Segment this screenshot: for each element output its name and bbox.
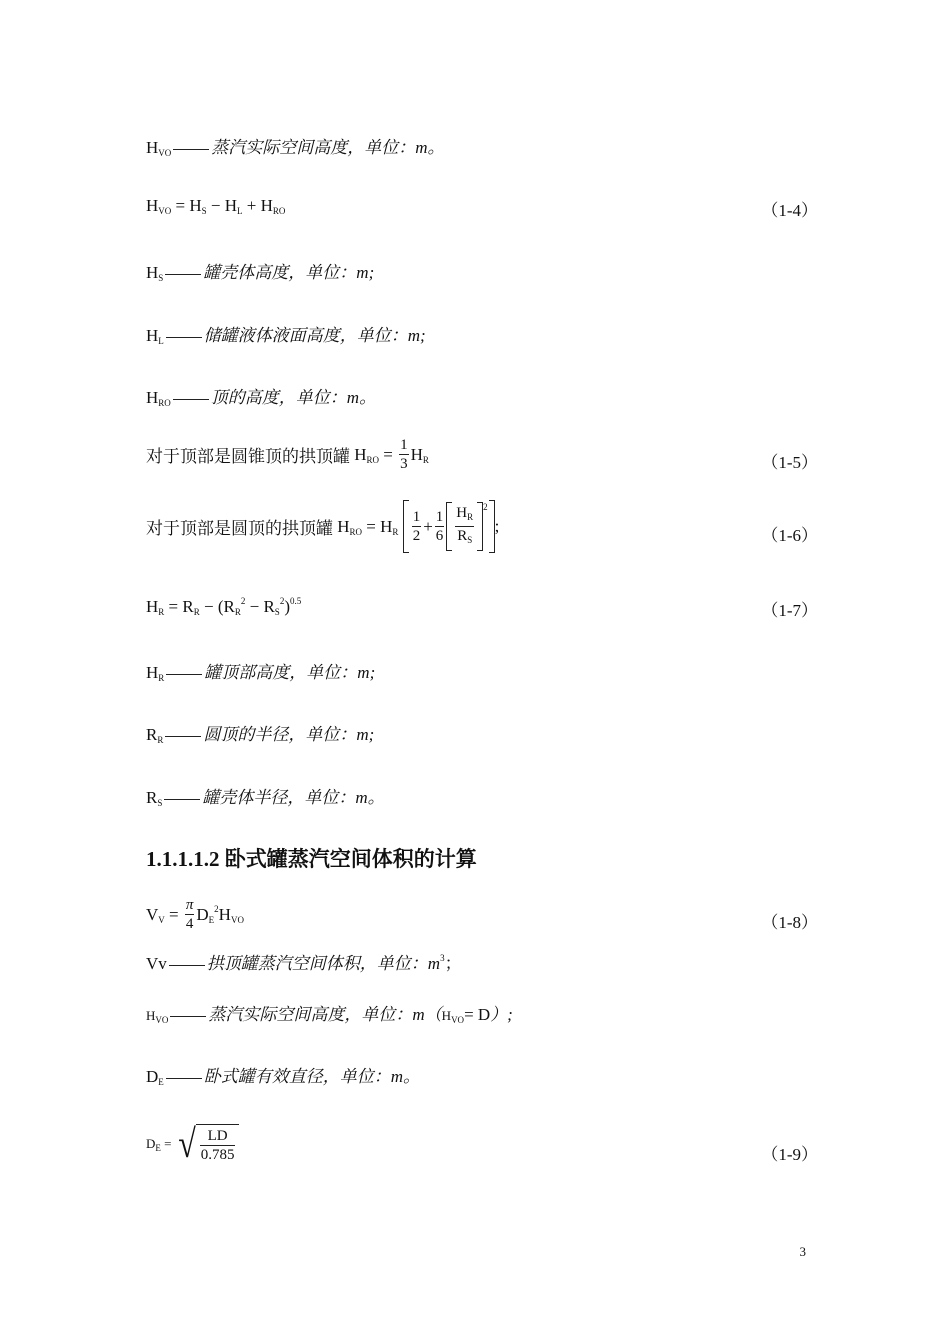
symbol-letter: R [146, 788, 158, 807]
symbol [146, 138, 171, 157]
symbol-letter: R [146, 725, 158, 744]
equation-1-8: $V_V$ = $\frac{\pi}{4}$ $D_E^2H_{VO}$ [146, 897, 244, 932]
em-dash [170, 1016, 206, 1017]
square-root: √ $\frac{LD}{0.785}$ [176, 1124, 240, 1164]
paren-subscript: VO [451, 1015, 465, 1025]
de-definition [146, 1062, 820, 1087]
symbol-subscript: VO [158, 148, 172, 158]
section-heading: 1.1.1.1.2 卧式罐蒸汽空间体积的计算 [146, 847, 477, 871]
rs-definition [146, 783, 820, 808]
symbol-subscript: VO [155, 1015, 169, 1025]
symbol-subscript: L [158, 336, 164, 346]
symbol-letter: H [146, 663, 159, 682]
fraction-one-third: $\frac{1}{3}$ [400, 437, 408, 472]
hvo-definition-2 [146, 1000, 820, 1025]
em-dash [164, 799, 200, 800]
em-dash [166, 1078, 202, 1079]
paren-equals: = D [464, 1005, 491, 1024]
definition-text: 蒸汽实际空间高度，单位：m。 [211, 138, 445, 157]
outer-bracket: $\frac{1}{2}$ + $\frac{1}{6}$ $\frac{H_R}{R_S}$ 2 [403, 500, 495, 553]
equation-1-5: 对于顶部是圆锥顶的拱顶罐 $H_{RO}$ = $\frac{1}{3}$ $H_R$ [146, 437, 429, 472]
definition-text: 罐壳体高度，单位：m; [203, 263, 375, 282]
equation-number-1-8: （1-8） [761, 913, 818, 932]
paren-symbol: H [441, 1008, 452, 1023]
symbol-letter: D [146, 1067, 159, 1086]
em-dash [169, 965, 205, 966]
fraction-pi-over-four: $\frac{\pi}{4}$ [185, 897, 194, 932]
hr-definition [146, 658, 820, 683]
definition-text: 卧式罐有效直径，单位：m。 [203, 1067, 421, 1086]
hl-definition [146, 321, 820, 346]
equation-number-1-7: （1-7） [761, 601, 818, 620]
equation-number-1-5: （1-5） [761, 453, 818, 472]
inner-bracket: $\frac{H_R}{R_S}$ [446, 502, 483, 551]
equation-number-1-9: （1-9） [761, 1145, 818, 1164]
vv-definition [146, 949, 820, 974]
hs-definition [146, 258, 820, 283]
symbol-letter: H [146, 326, 159, 345]
em-dash [166, 674, 202, 675]
symbol-subscript: E [158, 1077, 164, 1087]
em-dash [165, 274, 201, 275]
symbol-subscript: R [157, 735, 164, 745]
equation-number-1-4: （1-4） [761, 201, 818, 220]
symbol-letter: H [146, 1008, 156, 1023]
definition-text: 罐壳体半径，单位：m。 [202, 788, 385, 807]
definition-text: 顶的高度，单位：m。 [210, 388, 377, 407]
definition-text: 罐顶部高度，单位：m; [204, 663, 376, 682]
em-dash [166, 337, 202, 338]
hro-definition [146, 383, 820, 408]
symbol-letter: Vv [146, 954, 167, 973]
symbol-letter: H [146, 388, 159, 407]
equation-prefix: 对于顶部是圆锥顶的拱顶罐 [146, 447, 350, 466]
symbol-subscript: R [158, 673, 165, 683]
paren-tail: ）; [490, 1005, 513, 1024]
equation-1-9: $D_E$ = √ $\frac{LD}{0.785}$ [146, 1124, 820, 1164]
em-dash [173, 149, 209, 150]
symbol-subscript: S [157, 798, 163, 808]
definition-text: 圆顶的半径，单位：m; [203, 725, 375, 744]
equation-prefix: 对于顶部是圆顶的拱顶罐 [146, 519, 333, 538]
symbol-letter: H [146, 263, 159, 282]
definition-text: 蒸汽实际空间高度，单位：m（ [208, 1005, 442, 1024]
symbol-subscript: RO [158, 398, 171, 408]
definition-text: 储罐液体液面高度，单位：m; [203, 326, 426, 345]
em-dash [173, 399, 209, 400]
equation-1-4: $H_{VO} = H_S - H_L + H_{RO}$ [146, 196, 286, 216]
symbol-subscript: S [158, 273, 164, 283]
equation-1-7: $H_R = R_R - (R_R^2 - R_S^2)^{0.5}$ [146, 596, 302, 617]
definition-text: 拱顶罐蒸汽空间体积，单位：m [206, 954, 441, 973]
equation-1-6: 对于顶部是圆顶的拱顶罐 $H_{RO} = H_R$ $\frac{1}{2}$ + $\frac{1}{6}$ $\frac{H_R}{R_S}$ 2 ; [146, 500, 820, 553]
superscript: 3 [440, 953, 445, 963]
rr-definition [146, 720, 820, 745]
hvo-definition [146, 133, 820, 158]
page-number: 3 [799, 1244, 806, 1259]
em-dash [165, 736, 201, 737]
symbol-letter: H [146, 138, 159, 157]
definition-tail: ； [444, 954, 462, 973]
equation-number-1-6: （1-6） [761, 526, 818, 545]
